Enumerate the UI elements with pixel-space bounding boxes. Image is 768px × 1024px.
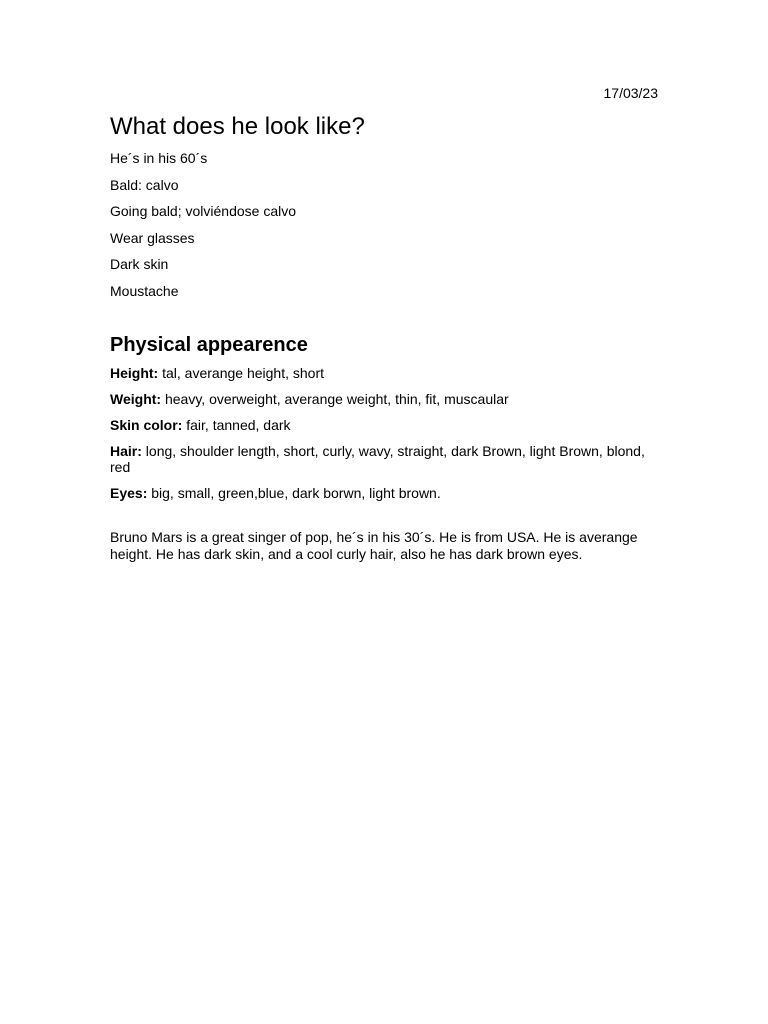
description-line-2: Bald: calvo xyxy=(110,176,179,193)
attribute-label: Eyes: xyxy=(110,484,148,501)
attribute-label: Weight: xyxy=(110,390,162,407)
attribute-eyes xyxy=(110,485,660,501)
description-line-4: Wear glasses xyxy=(110,229,195,246)
description-line-6: Moustache xyxy=(110,282,179,299)
attribute-label: Height: xyxy=(110,364,159,381)
document-date: 17/03/23 xyxy=(603,85,658,101)
document-body xyxy=(110,112,660,563)
description-line-5: Dark skin xyxy=(110,256,169,272)
attribute-label: Skin color: xyxy=(110,416,183,433)
attribute-hair xyxy=(110,443,660,475)
attribute-height xyxy=(110,365,660,381)
description-line-1: He´s in his 60´s xyxy=(110,150,208,166)
attribute-value: big, small, green,blue, dark borwn, light brown. xyxy=(147,484,441,501)
section-title: Physical appearence xyxy=(110,333,308,356)
attribute-value: tal, averange height, short xyxy=(158,364,324,381)
attribute-label: Hair: xyxy=(110,442,142,459)
attribute-value: heavy, overweight, averange weight, thin, fit, muscaular xyxy=(161,390,509,407)
description-list xyxy=(110,150,660,300)
attribute-value: fair, tanned, dark xyxy=(182,416,291,433)
description-line-3: Going bald; volviéndose calvo xyxy=(110,203,297,219)
attribute-list xyxy=(110,365,660,501)
attribute-weight xyxy=(110,391,660,407)
page-title: What does he look like? xyxy=(110,113,365,140)
description-paragraph: Bruno Mars is a great singer of pop, he´s in his 30´s. He is from USA. He is averange height. He has dark skin, and a cool curly hair, also he has dark brown eyes. xyxy=(110,528,638,562)
attribute-skin-color xyxy=(110,417,660,433)
attribute-value: long, shoulder length, short, curly, wavy, straight, dark Brown, light Brown, blond, red xyxy=(110,442,645,475)
